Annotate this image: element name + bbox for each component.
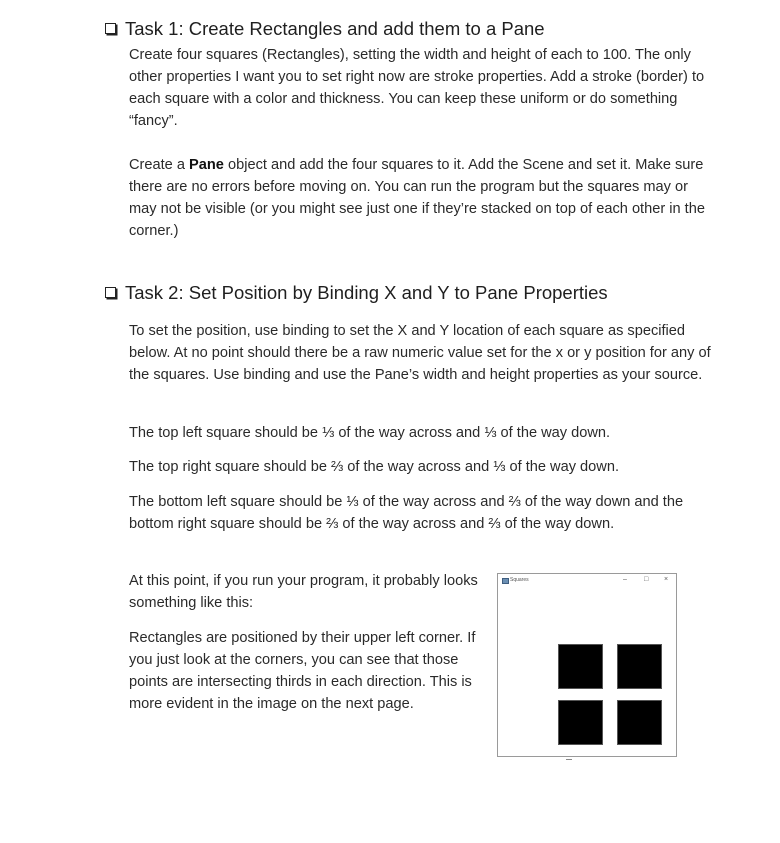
task-1-paragraph-1: Create four squares (Rectangles), setting the width and height of each to 100. The only other properties I want you to set right now are stroke properties. Add a stroke (border) to each square with a color and thickness. You can keep these uniform or do something “fancy”. xyxy=(129,47,705,129)
app-icon xyxy=(502,578,509,584)
checkbox-icon[interactable] xyxy=(105,23,116,34)
task-2-paragraph-4: The bottom left square should be ⅓ of the way across and ⅔ of the way down and the bottom right square should be ⅔ of the way across and ⅔ of the way down. xyxy=(129,494,684,532)
program-screenshot xyxy=(497,573,677,757)
bottom-right-square xyxy=(617,700,662,745)
task-1-heading-text: Task 1: Create Rectangles and add them to a Pane xyxy=(125,18,545,39)
task-2-paragraph-2: The top left square should be ⅓ of the way across and ⅓ of the way down. xyxy=(129,425,611,441)
top-left-square xyxy=(558,644,603,689)
task-2-heading-text: Task 2: Set Position by Binding X and Y to Pane Properties xyxy=(125,282,608,303)
pane-keyword: Pane xyxy=(189,157,224,173)
task-2-paragraph-5: At this point, if you run your program, it probably looks something like this: xyxy=(129,573,478,611)
close-icon: × xyxy=(664,576,669,583)
task-1-para-2-end: object and add the four squares to it. Add the Scene and set it. Make sure there are no errors before moving on. You can run the program but the squares may or may not be visible (or you might see just one if they’re stacked on top of each other in the corner.) xyxy=(129,157,705,239)
task-2-paragraph-6: Rectangles are positioned by their upper left corner. If you just look at the corners, you can see that those points are intersecting thirds in each direction. This is more evident in the image on the next page. xyxy=(129,630,476,712)
task-1-paragraph-2 xyxy=(129,154,719,242)
task-1-para-2-start: Create a xyxy=(129,157,190,173)
window-titlebar xyxy=(498,574,676,588)
bottom-left-square xyxy=(558,700,603,745)
task-1-heading xyxy=(105,18,545,40)
window-title: Squares xyxy=(510,577,529,583)
minimize-icon: – xyxy=(623,576,627,583)
maximize-icon: □ xyxy=(644,576,649,583)
task-2-paragraph-3: The top right square should be ⅔ of the way across and ⅓ of the way down. xyxy=(129,459,619,475)
top-right-square xyxy=(617,644,662,689)
window-edge-mark xyxy=(566,759,572,760)
task-2-heading xyxy=(105,282,608,304)
task-2-paragraph-1: To set the position, use binding to set the X and Y location of each square as specified below. At no point should there be a raw numeric value set for the x or y position for any of the squares. Use binding and use the Pane’s width and height properties as your source. xyxy=(129,323,711,383)
checkbox-icon[interactable] xyxy=(105,287,116,298)
